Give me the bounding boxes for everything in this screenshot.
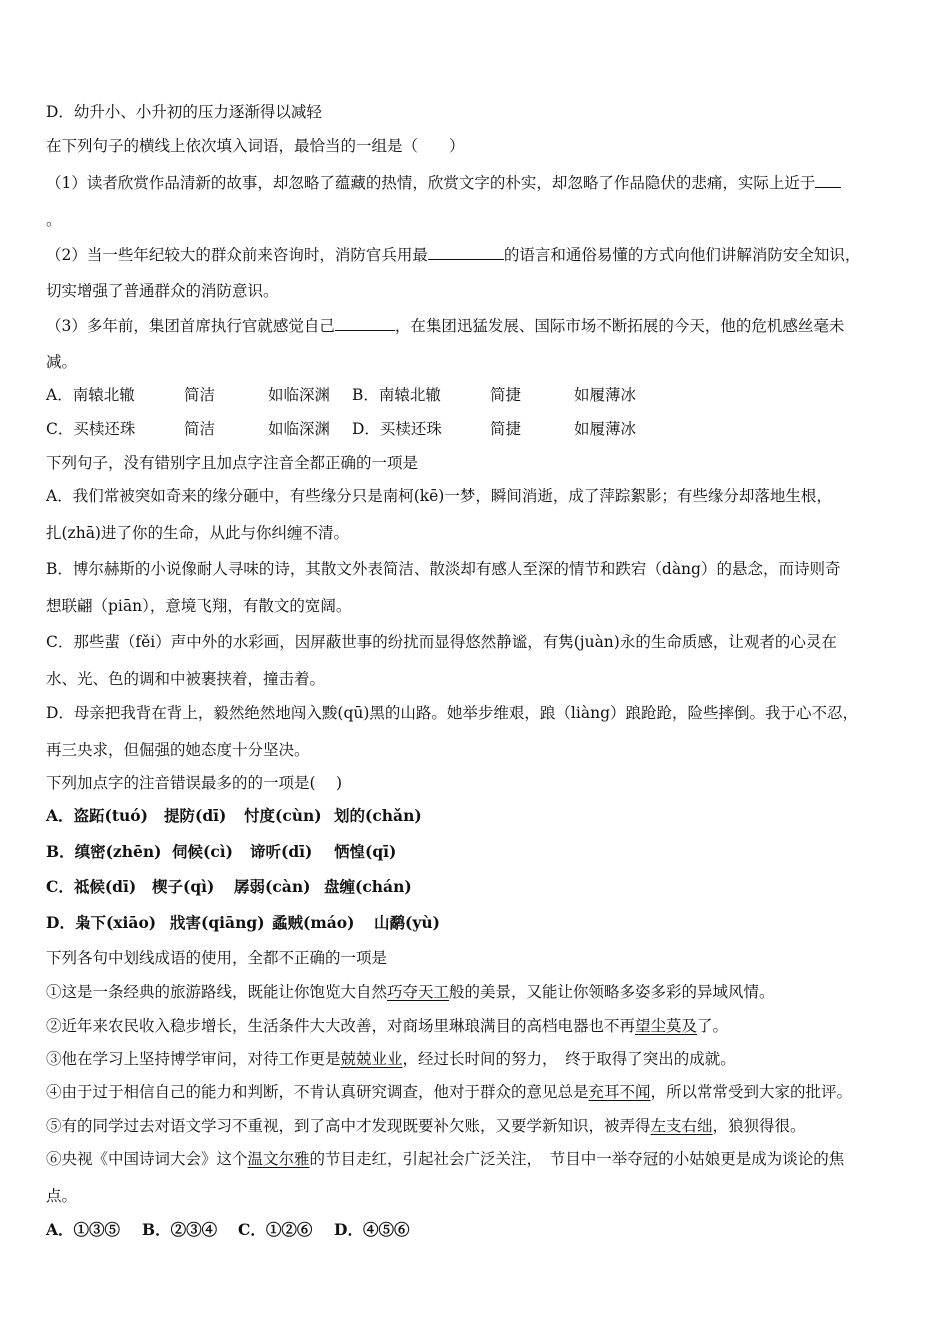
q1-s3-text-b: ，在集团迅猛发展、国际市场不断拓展的今天，他的危机感丝毫未 xyxy=(394,317,845,335)
q2-option-d-line-2: 再三央求，但倔强的她态度十分坚决。 xyxy=(46,741,310,759)
q1-s2-text-b: 的语言和通俗易懂的方式向他们讲解消防安全知识， xyxy=(503,246,861,264)
q3-option-d xyxy=(46,913,440,933)
q3-a-3: 忖度(cùn) xyxy=(244,806,322,825)
q4-item-6 xyxy=(46,1149,844,1169)
q4-item-4-a: ④由于过于相信自己的能力和判断，不肯认真研究调查，他对于群众的意见总是 xyxy=(46,1083,589,1101)
q4-item-6-cont: 点。 xyxy=(46,1187,78,1205)
q4-item-3-b: ，经过长时间的努力， 终于取得了突出的成就。 xyxy=(402,1050,736,1068)
q1-option-a-1: A．南辕北辙 xyxy=(46,386,135,404)
q3-c-1: C．祗候(dī) xyxy=(46,877,137,896)
q1-option-b-2: 简捷 xyxy=(490,386,522,404)
q1-s2-text-a: （2）当一些年纪较大的群众前来咨询时，消防官兵用最 xyxy=(46,246,428,264)
q3-a-2: 提防(dī) xyxy=(164,806,227,825)
q1-options-row-2 xyxy=(46,419,636,439)
q4-item-4-b: ，所以常常受到大家的批评。 xyxy=(650,1083,853,1101)
q3-d-1: D．枭下(xiāo) xyxy=(46,913,157,932)
q4-item-1-idiom: 巧夺天工 xyxy=(387,983,450,1001)
q1-option-a-2: 简洁 xyxy=(184,386,216,404)
q4-item-1-b: 般的美景，又能让你领略多姿多彩的异域风情。 xyxy=(449,983,775,1001)
q4-item-1-a: ①这是一条经典的旅游路线，既能让你饱览大自然 xyxy=(46,983,388,1001)
q1-option-d-2: 简捷 xyxy=(490,420,522,438)
q1-sentence-2-cont: 切实增强了普通群众的消防意识。 xyxy=(46,282,279,300)
q3-b-3: 谛听(dī) xyxy=(250,842,313,861)
q2-option-a-line-2: 扎(zhā)进了你的生命，从此与你纠缠不清。 xyxy=(46,524,349,542)
q1-option-c-3: 如临深渊 xyxy=(268,420,331,438)
prev-option-d: D．幼升小、小升初的压力逐渐得以减轻 xyxy=(46,103,322,121)
q3-option-c xyxy=(46,877,412,897)
q2-option-c-line-2: 水、光、色的调和中被裹挟着，撞击着。 xyxy=(46,670,326,688)
q4-item-5-b: ，狼狈得很。 xyxy=(712,1117,806,1135)
q3-d-3: 蟊贼(máo) xyxy=(272,913,355,932)
q4-item-3 xyxy=(46,1049,736,1069)
q4-item-4-idiom: 充耳不闻 xyxy=(588,1083,651,1101)
q4-item-6-a: ⑥央视《中国诗词大会》这个 xyxy=(46,1150,248,1168)
q4-item-3-a: ③他在学习上坚持博学审问，对待工作更是 xyxy=(46,1050,341,1068)
q1-options-row-1 xyxy=(46,385,636,405)
q3-c-3: 孱弱(càn) xyxy=(234,877,311,896)
q1-option-a-3: 如临深渊 xyxy=(268,386,331,404)
q2-option-b-line-2: 想联翩（piān），意境飞翔，有散文的宽阔。 xyxy=(46,597,352,615)
q3-b-4: 恓惶(qī) xyxy=(334,842,397,861)
q1-option-d-3: 如履薄冰 xyxy=(574,420,637,438)
q4-item-2-idiom: 望尘莫及 xyxy=(635,1017,698,1035)
q1-blank-3 xyxy=(335,315,395,331)
q3-option-a xyxy=(46,806,422,826)
q4-item-4 xyxy=(46,1082,852,1102)
q4-item-1 xyxy=(46,982,775,1002)
q1-sentence-1-end: 。 xyxy=(46,211,62,229)
q4-item-2 xyxy=(46,1016,728,1036)
q4-option-b: B．②③④ xyxy=(142,1220,218,1239)
q3-b-2: 伺候(cì) xyxy=(172,842,233,861)
q3-d-2: 戕害(qiāng) xyxy=(170,913,265,932)
q1-stem: 在下列句子的横线上依次填入词语，最恰当的一组是（ ） xyxy=(46,137,465,155)
q3-a-4: 划的(chǎn) xyxy=(334,806,422,825)
q1-sentence-1 xyxy=(46,172,841,193)
q3-c-2: 楔子(qì) xyxy=(152,877,215,896)
q4-item-2-a: ②近年来农民收入稳步增长，生活条件大大改善，对商场里琳琅满目的高档电器也不再 xyxy=(46,1017,636,1035)
q1-blank-2 xyxy=(428,244,504,260)
q2-option-a-line-1: A．我们常被突如奇来的缘分砸中，有些缘分只是南柯(kē)一梦，瞬间消逝，成了萍踪絮影；有些缘分却落地生根， xyxy=(46,487,832,505)
q3-d-4: 山鹬(yù) xyxy=(374,913,440,932)
q3-option-b xyxy=(46,842,396,862)
q4-option-c: C．①②⑥ xyxy=(238,1220,313,1239)
q1-sentence-2 xyxy=(46,244,860,265)
q1-sentence-3-cont: 减。 xyxy=(46,353,78,371)
q3-stem: 下列加点字的注音错误最多的的一项是( ) xyxy=(46,774,343,792)
q4-item-5-idiom: 左支右绌 xyxy=(650,1117,713,1135)
q1-option-c-1: C．买椟还珠 xyxy=(46,420,136,438)
q1-option-c-2: 简洁 xyxy=(184,420,216,438)
q4-options xyxy=(46,1220,409,1240)
q4-item-5-a: ⑤有的同学过去对语文学习不重视，到了高中才发现既要补欠账，又要学新知识，被弄得 xyxy=(46,1117,651,1135)
q4-item-6-b: 的节目走红，引起社会广泛关注， 节目中一举夺冠的小姑娘更是成为谈论的焦 xyxy=(309,1150,845,1168)
q3-c-4: 盘缠(chán) xyxy=(324,877,412,896)
q1-s1-text: （1）读者欣赏作品清新的故事，却忽略了蕴藏的热情，欣赏文字的朴实，却忽略了作品隐伏的悲痛，实际上近于 xyxy=(46,174,816,192)
q1-option-b-3: 如履薄冰 xyxy=(574,386,637,404)
q1-s3-text-a: （3）多年前，集团首席执行官就感觉自己 xyxy=(46,317,335,335)
q1-sentence-3 xyxy=(46,315,844,336)
q2-stem: 下列句子，没有错别字且加点字注音全都正确的一项是 xyxy=(46,454,419,472)
q1-option-d-1: D．买椟还珠 xyxy=(352,420,442,438)
q4-option-d: D．④⑤⑥ xyxy=(334,1220,410,1239)
q4-stem: 下列各句中划线成语的使用，全都不正确的一项是 xyxy=(46,949,388,967)
q2-option-b-line-1: B．博尔赫斯的小说像耐人寻味的诗，其散文外表简洁、散淡却有感人至深的情节和跌宕（dàng）的悬念，而诗则奇 xyxy=(46,560,841,578)
q2-option-d-line-1: D．母亲把我背在背上，毅然绝然地闯入黢(qū)黑的山路。她举步维艰，踉（liàng）踉跄跄，险些摔倒。我于心不忍， xyxy=(46,704,858,722)
q4-item-3-idiom: 兢兢业业 xyxy=(340,1050,403,1068)
q2-option-c-line-1: C．那些蜚（fěi）声中外的水彩画，因屏蔽世事的纷扰而显得悠然静谧，有隽(juàn)永的生命质感，让观者的心灵在 xyxy=(46,633,837,651)
q3-a-1: A．盗跖(tuó) xyxy=(46,806,148,825)
q1-option-b-1: B．南辕北辙 xyxy=(352,386,441,404)
q4-option-a: A．①③⑤ xyxy=(46,1220,121,1239)
q4-item-2-b: 了。 xyxy=(697,1017,729,1035)
q4-item-6-idiom: 温文尔雅 xyxy=(247,1150,310,1168)
q3-b-1: B．缜密(zhēn) xyxy=(46,842,162,861)
q4-item-5 xyxy=(46,1116,806,1136)
q1-blank-1 xyxy=(815,172,841,188)
